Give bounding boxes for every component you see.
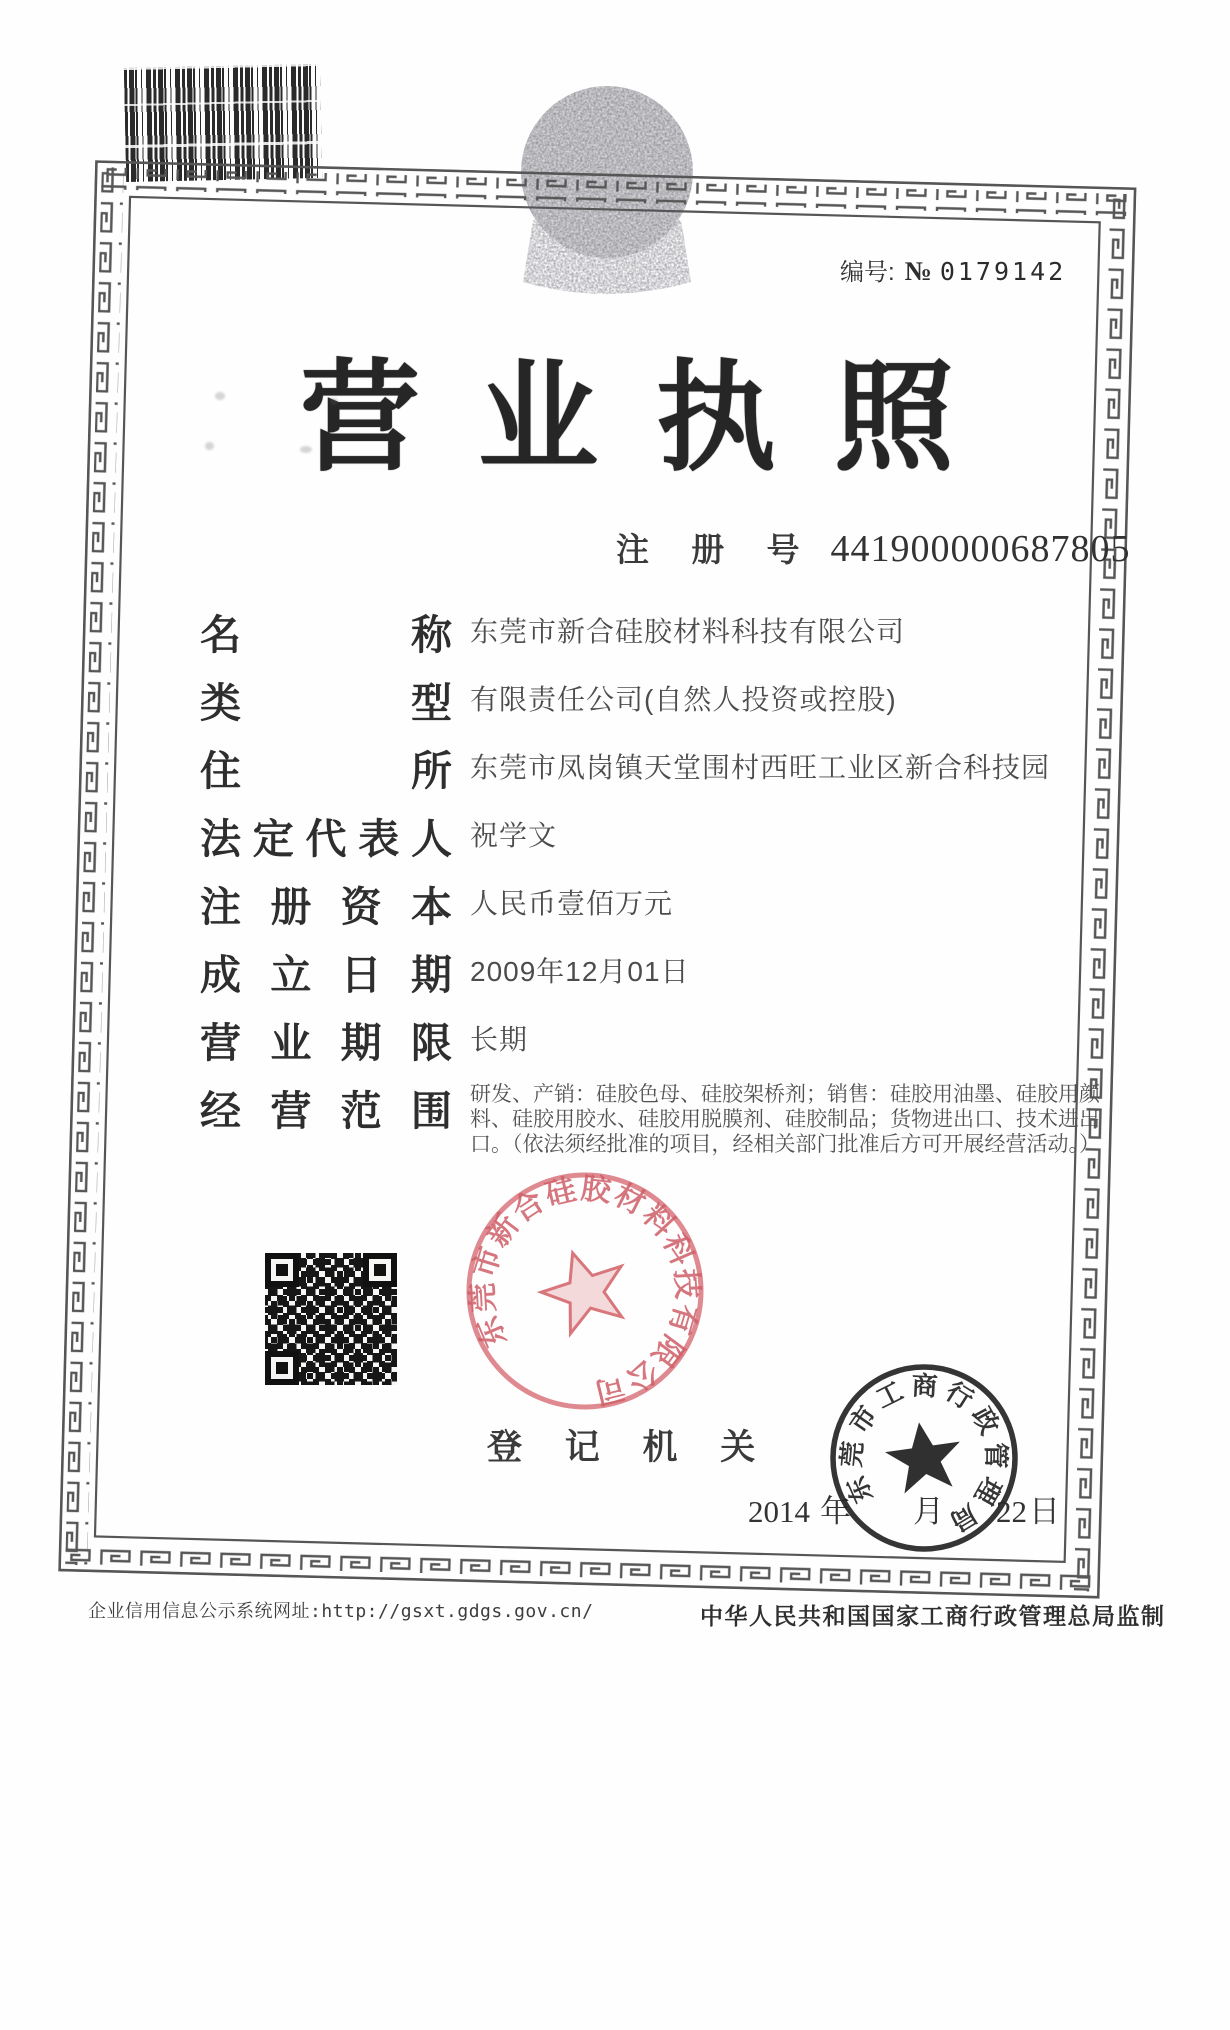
- field-label: 营业期限: [200, 1020, 452, 1066]
- public-info-url: 企业信用信息公示系统网址:http://gsxt.gdgs.gov.cn/: [88, 1601, 594, 1622]
- field-value: 祝学文: [470, 820, 558, 851]
- qr-finder-icon: [363, 1253, 397, 1287]
- company-seal-text: 东莞市新合硅胶材料科技有限公司: [466, 1171, 704, 1410]
- field-row-legal-representative: [200, 806, 1100, 874]
- field-label: 类型: [200, 680, 452, 726]
- field-row-type: [200, 670, 1100, 738]
- field-value: 东莞市新合硅胶材料科技有限公司: [470, 616, 906, 647]
- registration-number-value: 441900000687805: [830, 528, 1131, 570]
- field-row-registered-capital: [200, 874, 1100, 942]
- field-label: 住所: [200, 748, 452, 794]
- issue-year: 2014: [748, 1494, 810, 1529]
- scan-smudge: [215, 392, 225, 400]
- scan-smudge: [300, 446, 312, 453]
- serial-number-value: 0179142: [939, 257, 1067, 286]
- field-label: 经营范围: [200, 1088, 452, 1134]
- qr-finder-icon: [265, 1351, 299, 1385]
- month-unit: 月: [913, 1494, 944, 1529]
- license-fields: [200, 602, 1100, 1157]
- issue-day: 22: [996, 1494, 1027, 1529]
- company-seal-stamp: [458, 1164, 712, 1423]
- field-row-name: [200, 602, 1100, 670]
- field-value: 研发、产销：硅胶色母、硅胶架桥剂；销售：硅胶用油墨、硅胶用颜料、硅胶用胶水、硅胶用脱膜剂、硅胶制品；货物进出口、技术进出口。（依法须经批准的项目，经相关部门批准后方可开展经营活动。）: [470, 1083, 1100, 1156]
- serial-number-line: [840, 252, 1066, 287]
- serial-prefix: 编号:: [840, 259, 895, 286]
- field-label: 名称: [200, 612, 452, 658]
- field-row-establish-date: [200, 942, 1100, 1010]
- scan-smudge: [330, 398, 338, 405]
- issuing-authority-imprint: 中华人民共和国国家工商行政管理总局监制: [700, 1604, 1166, 1629]
- field-value: 人民币壹佰万元: [470, 888, 674, 919]
- field-label: 成立日期: [200, 952, 452, 998]
- scan-smudge: [205, 442, 214, 450]
- registry-authority-label: 登 记 机 关: [487, 1428, 773, 1467]
- field-value: 2009年12月01日: [470, 956, 690, 987]
- field-row-address: [200, 738, 1100, 806]
- red-star-icon: [533, 1240, 636, 1338]
- day-unit: 日: [1029, 1494, 1060, 1529]
- numero-symbol: №: [904, 256, 932, 286]
- license-title: 营业执照: [300, 351, 1012, 485]
- qr-code-icon: [265, 1253, 397, 1385]
- field-row-business-scope: [200, 1078, 1100, 1157]
- field-label: 注册资本: [200, 884, 452, 930]
- black-star-icon: [882, 1417, 966, 1495]
- year-unit: 年: [820, 1494, 851, 1529]
- registry-authority-stamp: [824, 1358, 1024, 1563]
- registry-seal-text: 东莞市工商行政管理局: [836, 1371, 1011, 1540]
- field-value: 东莞市凤岗镇天堂围村西旺工业区新合科技园: [470, 752, 1051, 783]
- field-value: 有限责任公司(自然人投资或控股): [470, 684, 897, 715]
- field-value: 长期: [470, 1024, 529, 1055]
- registration-number-label: 注 册 号: [616, 533, 817, 569]
- qr-finder-icon: [265, 1253, 299, 1287]
- registration-number-line: [616, 524, 1131, 571]
- field-label: 法定代表人: [200, 816, 452, 862]
- field-row-business-term: [200, 1010, 1100, 1078]
